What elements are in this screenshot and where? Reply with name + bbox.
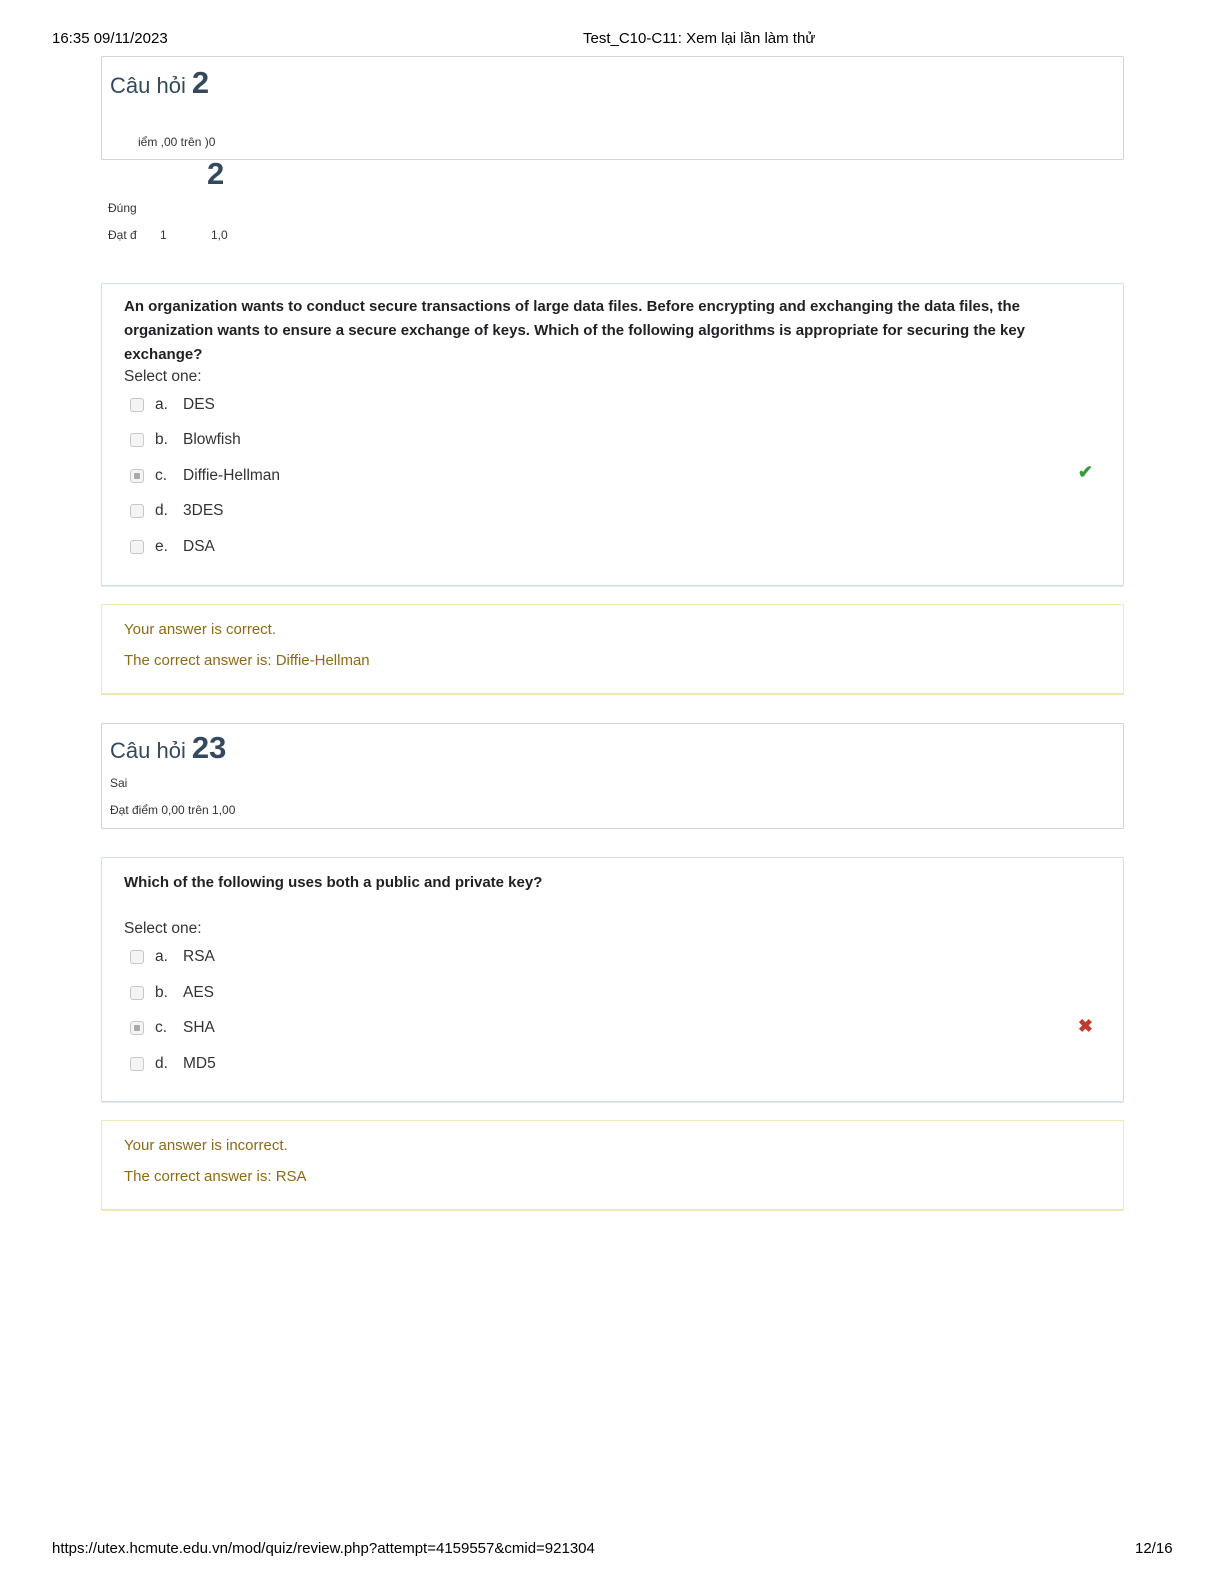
radio-button[interactable] (130, 398, 144, 412)
question-text: Which of the following uses both a public and private key? (124, 874, 543, 891)
option-text: MD5 (183, 1055, 216, 1072)
question-text: An organization wants to conduct secure transactions of large data files. Before encrypting and exchanging the data files, the organization wants to ensure a secure exchange of keys. Which of the following algorithms is appropriate for securing the key exchange? (124, 298, 1026, 363)
question-info-box (101, 723, 1124, 829)
option-text: RSA (183, 948, 215, 965)
answer-option[interactable] (130, 946, 215, 968)
feedback-box (101, 604, 1124, 694)
question-content-box (101, 283, 1124, 586)
question-label: Câu hỏi (110, 73, 186, 98)
select-prompt: Select one: (124, 920, 202, 937)
question-number-value: 2 (191, 65, 210, 100)
grade-text: Đạt điểm 0,00 trên 1,00 (110, 803, 236, 817)
answer-option[interactable] (130, 394, 215, 416)
answer-option[interactable] (130, 500, 224, 522)
option-text: AES (183, 984, 215, 1001)
option-letter: b. (155, 984, 168, 1001)
question-state: Sai (110, 776, 128, 790)
option-letter: d. (155, 502, 168, 519)
grade-text-partial: iểm ,00 trên )0 (138, 135, 216, 149)
option-text: Blowfish (183, 431, 241, 448)
radio-button[interactable] (130, 1057, 144, 1071)
question-info-box (101, 56, 1124, 160)
question-label: Câu hỏi (110, 738, 186, 763)
radio-button[interactable] (130, 504, 144, 518)
option-text: DES (183, 396, 215, 413)
question-state: Đúng (108, 201, 137, 215)
radio-button[interactable] (130, 986, 144, 1000)
option-text: 3DES (183, 502, 224, 519)
answer-option[interactable] (130, 982, 214, 1004)
check-icon: ✔ (1077, 462, 1093, 482)
answer-option[interactable] (130, 1053, 216, 1075)
radio-button[interactable] (130, 433, 144, 447)
question-content-box (101, 857, 1124, 1102)
feedback-correct-answer: The correct answer is: RSA (124, 1168, 307, 1185)
option-letter: a. (155, 396, 168, 413)
radio-button-selected[interactable] (130, 469, 144, 483)
answer-option[interactable] (130, 429, 241, 451)
cross-icon: ✖ (1077, 1016, 1093, 1036)
option-letter: b. (155, 431, 168, 448)
answer-option[interactable] (130, 536, 215, 558)
answer-option[interactable] (130, 465, 280, 487)
option-text: Diffie-Hellman (183, 467, 281, 484)
grade-text-partial-mid: 1 (160, 228, 167, 242)
question-number (110, 65, 209, 101)
print-page-title: Test_C10-C11: Xem lại lần làm thử (583, 30, 816, 47)
option-letter: d. (155, 1055, 168, 1072)
option-letter: c. (155, 467, 168, 484)
question-number (110, 730, 226, 766)
radio-button[interactable] (130, 950, 144, 964)
feedback-box (101, 1120, 1124, 1210)
option-text: SHA (183, 1019, 215, 1036)
radio-button[interactable] (130, 540, 144, 554)
print-page-number: 12/16 (1135, 1540, 1173, 1557)
feedback-status: Your answer is incorrect. (124, 1137, 288, 1154)
option-text: DSA (183, 538, 215, 555)
print-datetime: 16:35 09/11/2023 (52, 30, 168, 47)
print-url: https://utex.hcmute.edu.vn/mod/quiz/review.php?attempt=4159557&cmid=921304 (52, 1540, 595, 1557)
select-prompt: Select one: (124, 368, 202, 385)
option-letter: a. (155, 948, 168, 965)
grade-text-partial-left: Đạt đ (108, 228, 137, 242)
feedback-correct-answer: The correct answer is: Diffie-Hellman (124, 652, 370, 669)
question-number-value: 23 (191, 730, 227, 765)
answer-option[interactable] (130, 1017, 215, 1039)
option-letter: e. (155, 538, 168, 555)
feedback-status: Your answer is correct. (124, 621, 277, 638)
option-letter: c. (155, 1019, 168, 1036)
question-number-overflow: 2 (207, 156, 225, 191)
radio-button-selected[interactable] (130, 1021, 144, 1035)
grade-text-partial-right: 1,0 (211, 228, 228, 242)
